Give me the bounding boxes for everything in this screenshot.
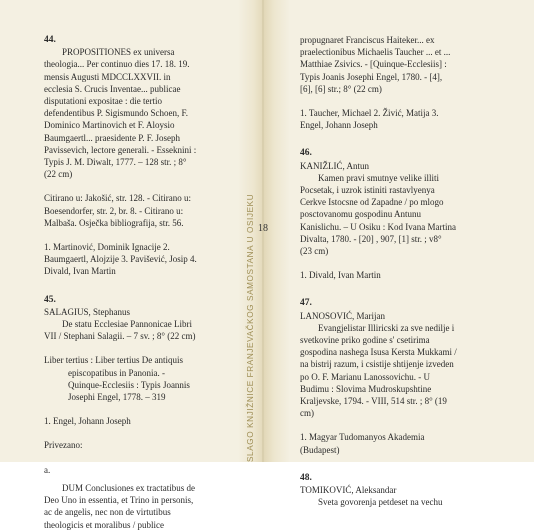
volume-line: episcopatibus in Panonia. - — [68, 367, 165, 378]
entry-line: na bistrij razum, i csistije shtijenje izveden — [300, 359, 454, 370]
citation-line: Malbaša. Osječka bibliografija, str. 56. — [44, 217, 184, 228]
entry-number: 45. — [44, 294, 56, 305]
entry-line: Deo Uno in essentia, et Trino in personis, — [44, 495, 194, 506]
entry-author: SALAGIUS, Stephanus — [44, 306, 131, 317]
entry-line: Pocsetak, i uzrok istiniti rastavlyenya — [300, 185, 435, 196]
name-index-line: 1. Martinović, Dominik Ignacije 2. — [44, 242, 170, 253]
entry-line: Evangjelistar Illiricski za sve nedilje i — [318, 322, 455, 333]
entry-line: Typis J. M. Diwalt, 1777. – 128 str. ; 8° — [44, 157, 187, 168]
entry-number: 48. — [300, 472, 312, 483]
entry-number: 44. — [44, 35, 56, 45]
entry-author: LANOSOVIĆ, Marijan — [300, 310, 385, 321]
name-index-line: 1. Taucher, Michael 2. Živić, Matija 3. — [300, 108, 439, 119]
page-number: 18 — [258, 223, 268, 234]
entry-line: Baumgaertl... praesidente P. F. Joseph — [44, 132, 181, 143]
entry-line: posctovanomu gospodinu Antunu — [300, 209, 421, 220]
volume-line: Quinque-Ecclesiis : Typis Joannis — [68, 379, 190, 390]
entry-line: praelectionibus Michaelis Taucher ... et ... — [300, 47, 451, 58]
name-index-line: Engel, Johann Joseph — [300, 120, 378, 131]
name-index-line: Baumgaertl, Alojzije 3. Pavišević, Josip 4. — [44, 254, 197, 265]
citation-line: Citirano u: Jakošić, str. 128. - Citirano u: — [44, 193, 191, 204]
entry-line: defendentibus P. Sigismundo Schoen, F. — [44, 108, 189, 119]
entry-line: ac de angelis, nec non de virtutibus — [44, 507, 171, 518]
entry-line: propugnaret Franciscus Haiteker... ex — [300, 35, 435, 45]
entry-line: ecclesia S. Crucis Inventae... publicae — [44, 83, 181, 94]
entry-number: 47. — [300, 298, 312, 309]
entry-line: De statu Ecclesiae Pannonicae Libri — [62, 319, 192, 330]
entry-line: DUM Conclusiones ex tractatibus de — [62, 482, 195, 493]
citation-line: Boesendorfer, str. 2, br. 8. - Citirano u: — [44, 205, 184, 216]
entry-line: Kanislichu. – U Osiku : Kod Ivana Martina — [300, 221, 456, 232]
name-index-line: 1. Magyar Tudomanyos Akademia — [300, 432, 425, 443]
entry-author: KANIŽLIĆ, Antun — [300, 160, 369, 171]
entry-line: Dominico Martinovich et F. Aloysio — [44, 120, 175, 131]
entry-line: po O. F. Marianu Lanossovichu. - U — [300, 371, 431, 382]
entry-line: Pavissevich, lectore generali. - Esseknini : — [44, 144, 197, 155]
entry-line: Kamen pravi smutnye velike illiti — [318, 172, 439, 183]
entry-line: disputationi expositae : die tertio — [44, 96, 162, 107]
entry-author: TOMIKOVIĆ, Aleksandar — [300, 485, 397, 496]
entry-line: Divalta, 1780. - [20] , 907, [1] str. ; v8° — [300, 233, 442, 244]
entry-line: Sveta govorenja petdeset na vechu — [318, 497, 443, 508]
entry-line: VII / Stephani Salagii. – 7 sv. ; 8° (22 cm) — [44, 331, 196, 342]
name-index-line: 1. Divald, Ivan Martin — [300, 270, 381, 281]
entry-line: Matthiae Zsivics. - [Quinque-Ecclesiis] : — [300, 59, 447, 70]
left-column — [44, 34, 250, 531]
entry-line: PROPOSITIONES ex universa — [62, 47, 175, 58]
entry-line: Cerkve Istocsne od Zapadne / po mlogo — [300, 197, 444, 208]
entry-line: [6], [6] str.; 8° (22 cm) — [300, 83, 382, 94]
entry-line: mensis Augusti MDCCLXXVII. in — [44, 71, 171, 82]
entry-line: Typis Joanis Josephi Engel, 1780. - [4], — [300, 71, 443, 82]
volume-line: Liber tertius : Liber tertius De antiquis — [44, 355, 183, 366]
entry-line: theologicis et moralibus / publice — [44, 519, 164, 530]
entry-line: svetkovine priko godine s' csetirima — [300, 335, 430, 346]
name-index-line: (Budapest) — [300, 444, 340, 455]
name-index-line: 1. Engel, Johann Joseph — [44, 416, 131, 427]
name-index-line: Divald, Ivan Martin — [44, 266, 116, 277]
entry-line: Kraljevske, 1794. - VIII, 514 str. ; 8° (19 — [300, 396, 447, 407]
volume-line: Josephi Engel, 1778. – 319 — [68, 392, 166, 403]
entry-line: Budimu : Slovima Mudroskupshtine — [300, 383, 432, 394]
vertical-spine-text: SLAGO KNJIŽNICE FRANJEVAČKOG SAMOSTANA U OSIJEKU — [246, 193, 255, 462]
entry-line: gospodina nashega Isusa Kersta Mukkami / — [300, 347, 457, 358]
entry-line: theologia... Per continuo dies 17. 18. 19. — [44, 59, 190, 70]
entry-line: cm) — [300, 408, 314, 419]
right-column — [300, 34, 526, 509]
entry-line: (23 cm) — [300, 246, 329, 257]
entry-number: 46. — [300, 148, 312, 159]
bound-with-label: Privezano: — [44, 440, 83, 451]
entry-line: (22 cm) — [44, 169, 73, 180]
sub-entry-letter: a. — [44, 464, 51, 475]
